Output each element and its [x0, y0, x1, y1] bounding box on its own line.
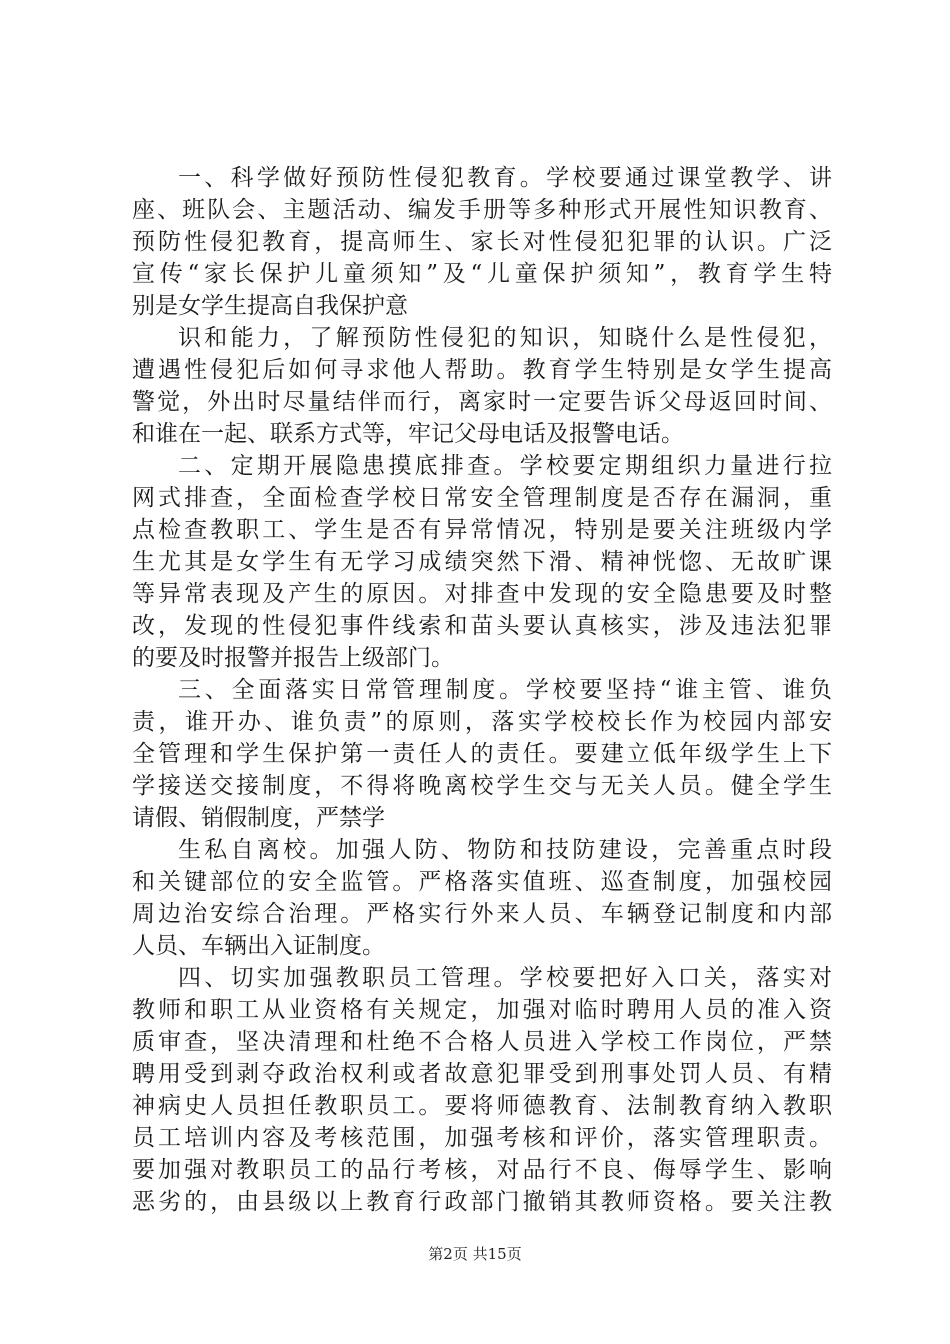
text-line: 学接送交接制度，不得将晚离校学生交与无关人员。健全学生	[132, 773, 832, 799]
text-line: 四、切实加强教职员工管理。学校要把好入口关，落实对	[178, 965, 832, 991]
text-line: 和关键部位的安全监管。严格落实值班、巡查制度，加强校园	[132, 869, 832, 895]
page-footer: 第2页 共15页	[428, 1245, 522, 1263]
text-line: 座、班队会、主题活动、编发手册等多种形式开展性知识教育、	[132, 197, 832, 223]
text-line: 警觉，外出时尽量结伴而行，离家时一定要告诉父母返回时间、	[132, 389, 832, 415]
text-line: 等异常表现及产生的原因。对排查中发现的安全隐患要及时整	[132, 581, 832, 607]
text-line: 生尤其是女学生有无学习成绩突然下滑、精神恍惚、无故旷课	[132, 549, 832, 575]
text-line: 的要及时报警并报告上级部门。	[132, 645, 454, 671]
text-line: 宣传“家长保护儿童须知”及“儿童保护须知”，教育学生特	[132, 261, 832, 287]
text-line: 生私自离校。加强人防、物防和技防建设，完善重点时段	[178, 837, 832, 863]
text-line: 人员、车辆出入证制度。	[132, 933, 385, 959]
text-line: 要加强对教职员工的品行考核，对品行不良、侮辱学生、影响	[132, 1157, 832, 1183]
text-line: 员工培训内容及考核范围，加强考核和评价，落实管理职责。	[132, 1125, 832, 1151]
text-line: 一、科学做好预防性侵犯教育。学校要通过课堂教学、讲	[178, 165, 832, 191]
text-line: 恶劣的，由县级以上教育行政部门撤销其教师资格。要关注教	[132, 1189, 832, 1215]
text-line: 别是女学生提高自我保护意	[132, 293, 408, 319]
document-body	[132, 162, 832, 1218]
text-line: 三、全面落实日常管理制度。学校要坚持“谁主管、谁负	[178, 677, 832, 703]
text-line: 点检查教职工、学生是否有异常情况，特别是要关注班级内学	[132, 517, 832, 543]
text-line: 周边治安综合治理。严格实行外来人员、车辆登记制度和内部	[132, 901, 832, 927]
text-line: 二、定期开展隐患摸底排查。学校要定期组织力量进行拉	[178, 453, 832, 479]
text-line: 遭遇性侵犯后如何寻求他人帮助。教育学生特别是女学生提高	[132, 357, 832, 383]
text-line: 预防性侵犯教育，提高师生、家长对性侵犯犯罪的认识。广泛	[132, 229, 832, 255]
text-line: 请假、销假制度，严禁学	[132, 805, 385, 831]
text-line: 和谁在一起、联系方式等，牢记父母电话及报警电话。	[132, 421, 684, 447]
text-line: 网式排查，全面检查学校日常安全管理制度是否存在漏洞，重	[132, 485, 832, 511]
text-line: 改，发现的性侵犯事件线索和苗头要认真核实，涉及违法犯罪	[132, 613, 832, 639]
text-line: 聘用受到剥夺政治权利或者故意犯罪受到刑事处罚人员、有精	[132, 1061, 832, 1087]
text-line: 识和能力，了解预防性侵犯的知识，知晓什么是性侵犯，	[178, 325, 832, 351]
text-line: 教师和职工从业资格有关规定，加强对临时聘用人员的准入资	[132, 997, 832, 1023]
text-line: 全管理和学生保护第一责任人的责任。要建立低年级学生上下	[132, 741, 832, 767]
text-line: 神病史人员担任教职员工。要将师德教育、法制教育纳入教职	[132, 1093, 832, 1119]
text-line: 责，谁开办、谁负责”的原则，落实学校校长作为校园内部安	[132, 709, 832, 735]
text-line: 质审查，坚决清理和杜绝不合格人员进入学校工作岗位，严禁	[132, 1029, 832, 1055]
